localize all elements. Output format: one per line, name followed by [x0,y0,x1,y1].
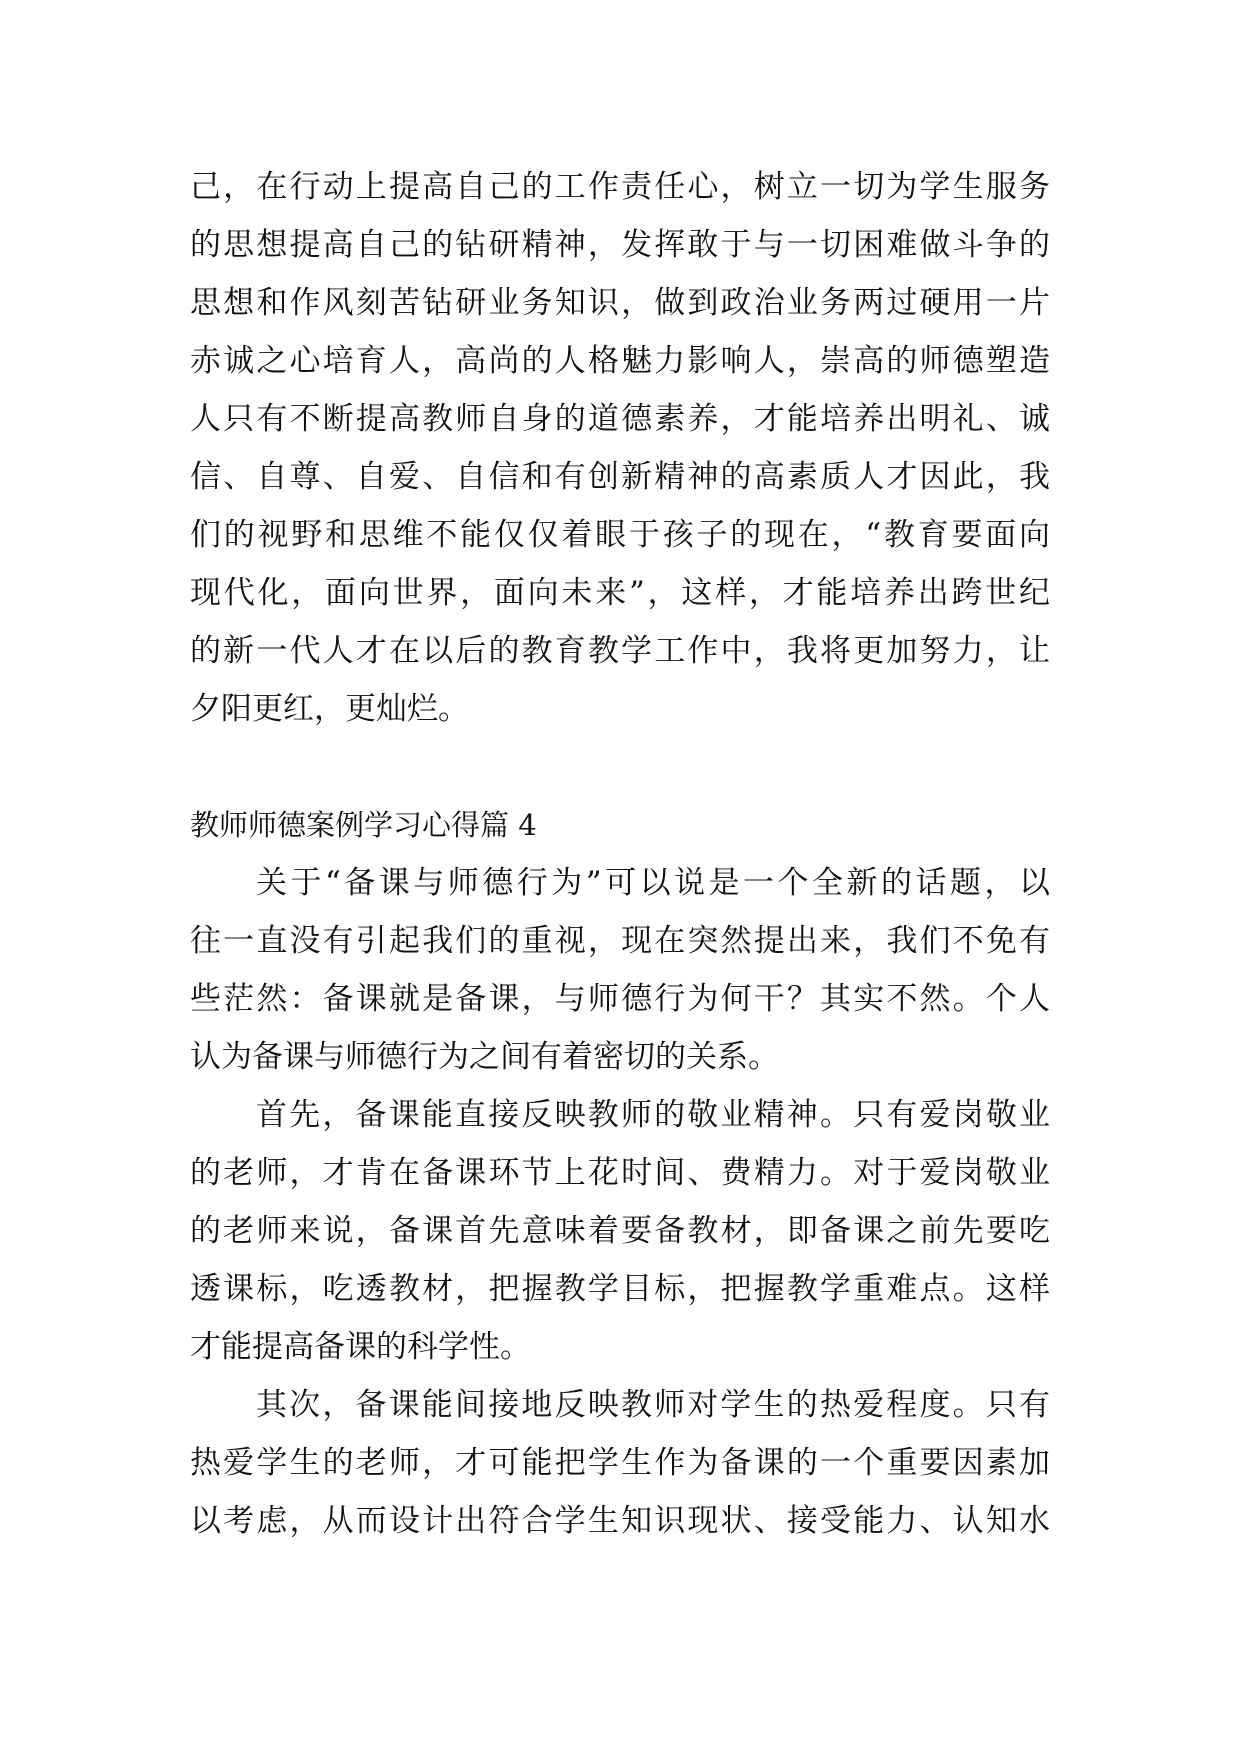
text-line: 其次，备课能间接地反映教师对学生的热爱程度。只有 [256,1387,1050,1423]
section-heading: 教师师德案例学习心得篇 4 [190,808,537,842]
text-line: 些茫然：备课就是备课，与师德行为何干？其实不然。个人 [190,981,1050,1017]
text-line: 热爱学生的老师，才可能把学生作为备课的一个重要因素加 [190,1445,1050,1481]
text-line: 才能提高备课的科学性。 [190,1329,531,1365]
paragraph [190,854,1050,1086]
text-line: 的新一代人才在以后的教育教学工作中，我将更加努力，让 [190,633,1050,669]
text-line: 夕阳更红，更灿烂。 [190,691,469,727]
text-line: 透课标，吃透教材，把握教学目标，把握教学重难点。这样 [190,1271,1050,1307]
text-line: 认为备课与师德行为之间有着密切的关系。 [190,1039,779,1075]
text-line: 首先，备课能直接反映教师的敬业精神。只有爱岗敬业 [256,1097,1050,1133]
text-line: 信、自尊、自爱、自信和有创新精神的高素质人才因此，我 [190,459,1050,495]
text-line: 的老师，才肯在备课环节上花时间、费精力。对于爱岗敬业 [190,1155,1050,1191]
text-line: 往一直没有引起我们的重视，现在突然提出来，我们不免有 [190,923,1050,959]
text-line: 己，在行动上提高自己的工作责任心，树立一切为学生服务 [190,169,1050,205]
text-line: 现代化，面向世界，面向未来”，这样，才能培养出跨世纪 [190,575,1050,611]
paragraph [190,1376,1050,1550]
text-line: 的思想提高自己的钻研精神，发挥敢于与一切困难做斗争的 [190,227,1050,263]
text-line: 们的视野和思维不能仅仅着眼于孩子的现在，“教育要面向 [190,517,1050,553]
text-line: 以考虑，从而设计出符合学生知识现状、接受能力、认知水 [190,1503,1050,1539]
text-line: 思想和作风刻苦钻研业务知识，做到政治业务两过硬用一片 [190,285,1050,321]
paragraph [190,1086,1050,1376]
text-line: 的老师来说，备课首先意味着要备教材，即备课之前先要吃 [190,1213,1050,1249]
spacer [190,738,1050,796]
text-line: 关于“备课与师德行为”可以说是一个全新的话题，以 [256,865,1050,901]
paragraph-continued [190,158,1050,738]
document-page [190,158,1050,1550]
text-line: 赤诚之心培育人，高尚的人格魅力影响人，崇高的师德塑造 [190,343,1050,379]
text-line: 人只有不断提高教师自身的道德素养，才能培养出明礼、诚 [190,401,1050,437]
